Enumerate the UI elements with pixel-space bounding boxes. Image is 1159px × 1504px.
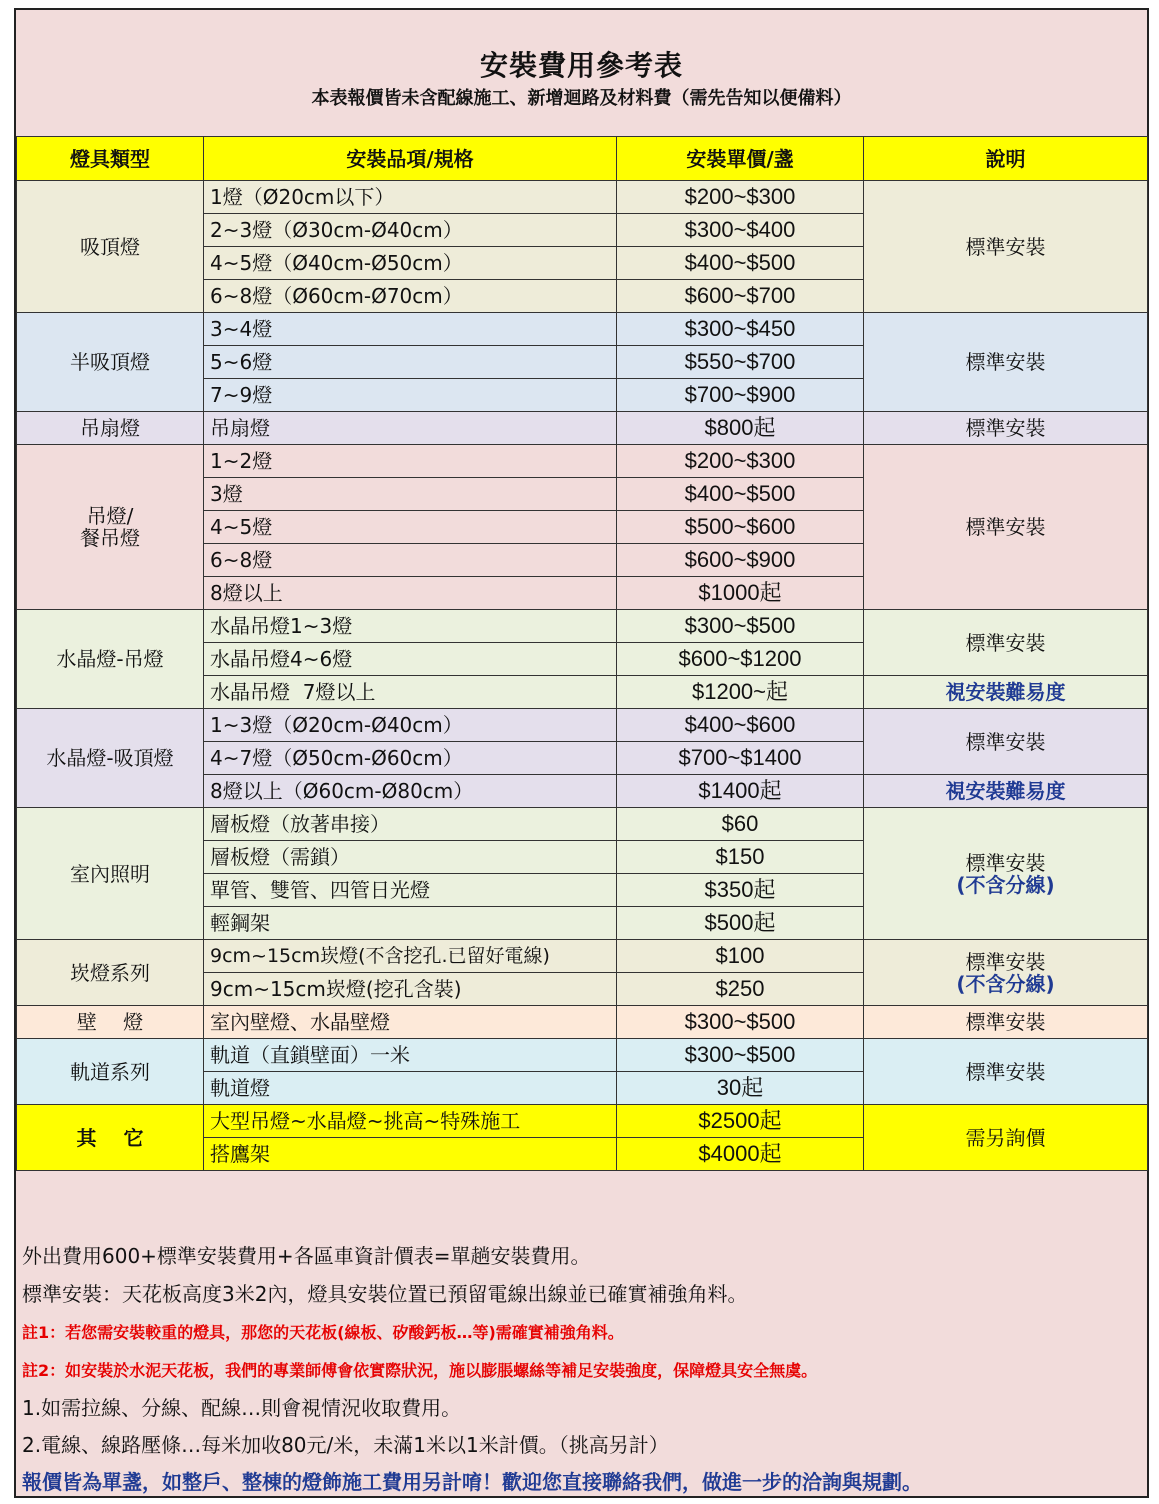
price-cell: $300~$450 bbox=[617, 313, 864, 346]
price-cell: $500起 bbox=[617, 907, 864, 940]
item-cell: 搭鷹架 bbox=[204, 1138, 617, 1171]
category-cell: 壁 燈 bbox=[17, 1006, 204, 1039]
price-cell: $700~$900 bbox=[617, 379, 864, 412]
price-cell: $300~$500 bbox=[617, 1039, 864, 1072]
note-main: 標準安裝 bbox=[965, 949, 1046, 974]
price-cell: $550~$700 bbox=[617, 346, 864, 379]
item-cell: 7~9燈 bbox=[204, 379, 617, 412]
item-cell: 層板燈（需鎖） bbox=[204, 841, 617, 874]
note-cell: 標準安裝 bbox=[864, 1006, 1148, 1039]
table-row bbox=[17, 412, 1148, 445]
table-row bbox=[17, 1105, 1148, 1138]
table-row bbox=[17, 181, 1148, 214]
item-cell: 大型吊燈~水晶燈~挑高~特殊施工 bbox=[204, 1105, 617, 1138]
price-sheet bbox=[14, 8, 1149, 1498]
price-cell: $1400起 bbox=[617, 775, 864, 808]
item-cell: 層板燈（放著串接） bbox=[204, 808, 617, 841]
note-cell: 標準安裝 bbox=[864, 181, 1148, 313]
price-cell: $150 bbox=[617, 841, 864, 874]
note-line-highlight: 報價皆為單盞，如整戶、整棟的燈飾施工費用另計唷！歡迎您直接聯絡我們，做進一步的洽詢與規劃。 bbox=[22, 1470, 922, 1494]
price-cell: $600~$900 bbox=[617, 544, 864, 577]
price-cell: $300~$400 bbox=[617, 214, 864, 247]
price-cell: $300~$500 bbox=[617, 1006, 864, 1039]
price-table bbox=[16, 136, 1148, 1171]
price-cell: $2500起 bbox=[617, 1105, 864, 1138]
note-sub: (不含分線) bbox=[956, 872, 1055, 897]
category-cell: 吊扇燈 bbox=[17, 412, 204, 445]
price-cell: $500~$600 bbox=[617, 511, 864, 544]
category-cell: 半吸頂燈 bbox=[17, 313, 204, 412]
price-cell: $4000起 bbox=[617, 1138, 864, 1171]
table-row bbox=[17, 808, 1148, 841]
item-cell: 6~8燈 bbox=[204, 544, 617, 577]
price-cell: $600~$1200 bbox=[617, 643, 864, 676]
category-cell: 水晶燈-吸頂燈 bbox=[17, 709, 204, 808]
item-cell: 6~8燈（Ø60cm-Ø70cm） bbox=[204, 280, 617, 313]
table-row bbox=[17, 610, 1148, 643]
item-cell: 4~5燈（Ø40cm-Ø50cm） bbox=[204, 247, 617, 280]
table-row bbox=[17, 313, 1148, 346]
page-subtitle: 本表報價皆未含配線施工、新增迴路及材料費（需先告知以便備料） bbox=[311, 88, 852, 109]
price-cell: $200~$300 bbox=[617, 445, 864, 478]
price-cell: $600~$700 bbox=[617, 280, 864, 313]
note-line: 2.電線、線路壓條…每米加收80元/米，未滿1米以1米計價。（挑高另計） bbox=[22, 1433, 669, 1457]
note-line-warning: 註1：若您需安裝較重的燈具，那您的天花板(線板、矽酸鈣板…等)需確實補強角料。 bbox=[22, 1323, 624, 1342]
note-cell bbox=[864, 808, 1148, 940]
price-cell: $400~$600 bbox=[617, 709, 864, 742]
note-line: 外出費用600+標準安裝費用+各區車資計價表=單趟安裝費用。 bbox=[22, 1244, 591, 1268]
item-cell: 1~2燈 bbox=[204, 445, 617, 478]
price-cell: $60 bbox=[617, 808, 864, 841]
item-cell: 1~3燈（Ø20cm-Ø40cm） bbox=[204, 709, 617, 742]
table-row bbox=[17, 1006, 1148, 1039]
item-cell: 輕鋼架 bbox=[204, 907, 617, 940]
note-cell: 標準安裝 bbox=[864, 1039, 1148, 1105]
price-cell: 30起 bbox=[617, 1072, 864, 1105]
category-cell bbox=[17, 445, 204, 610]
table-row bbox=[17, 709, 1148, 742]
item-cell: 1燈（Ø20cm以下） bbox=[204, 181, 617, 214]
category-cell: 水晶燈-吊燈 bbox=[17, 610, 204, 709]
note-cell: 需另詢價 bbox=[864, 1105, 1148, 1171]
item-cell: 2~3燈（Ø30cm-Ø40cm） bbox=[204, 214, 617, 247]
item-cell: 8燈以上（Ø60cm-Ø80cm） bbox=[204, 775, 617, 808]
item-cell: 4~7燈（Ø50cm-Ø60cm） bbox=[204, 742, 617, 775]
note-main: 標準安裝 bbox=[965, 850, 1046, 875]
price-cell: $400~$500 bbox=[617, 478, 864, 511]
note-cell: 標準安裝 bbox=[864, 709, 1148, 775]
item-cell: 9cm~15cm崁燈(挖孔含裝) bbox=[204, 973, 617, 1006]
category-cell: 室內照明 bbox=[17, 808, 204, 940]
note-cell: 標準安裝 bbox=[864, 610, 1148, 676]
price-cell: $100 bbox=[617, 940, 864, 973]
price-cell: $250 bbox=[617, 973, 864, 1006]
note-cell: 視安裝難易度 bbox=[864, 775, 1148, 808]
note-cell bbox=[864, 940, 1148, 1006]
category-cell: 其 它 bbox=[17, 1105, 204, 1171]
price-cell: $1200~起 bbox=[617, 676, 864, 709]
table-header-row bbox=[17, 137, 1148, 181]
note-cell: 標準安裝 bbox=[864, 445, 1148, 610]
column-header: 燈具類型 bbox=[17, 137, 204, 181]
column-header: 安裝單價/盞 bbox=[617, 137, 864, 181]
category-cell: 吸頂燈 bbox=[17, 181, 204, 313]
category-line: 餐吊燈 bbox=[80, 526, 140, 550]
note-cell: 標準安裝 bbox=[864, 313, 1148, 412]
sheet-header bbox=[16, 10, 1147, 138]
price-cell: $700~$1400 bbox=[617, 742, 864, 775]
item-cell: 3~4燈 bbox=[204, 313, 617, 346]
table-row bbox=[17, 445, 1148, 478]
note-line-warning: 註2：如安裝於水泥天花板，我們的專業師傅會依實際狀況，施以膨脹螺絲等補足安裝強度，保障燈具安全無虞。 bbox=[22, 1361, 818, 1380]
note-cell: 視安裝難易度 bbox=[864, 676, 1148, 709]
price-cell: $200~$300 bbox=[617, 181, 864, 214]
item-cell: 水晶吊燈1~3燈 bbox=[204, 610, 617, 643]
item-cell: 5~6燈 bbox=[204, 346, 617, 379]
column-header: 安裝品項/規格 bbox=[204, 137, 617, 181]
category-cell: 軌道系列 bbox=[17, 1039, 204, 1105]
price-cell: $1000起 bbox=[617, 577, 864, 610]
item-cell: 水晶吊燈4~6燈 bbox=[204, 643, 617, 676]
page-title: 安裝費用參考表 bbox=[479, 49, 683, 82]
table-row bbox=[17, 1039, 1148, 1072]
category-line: 吊燈/ bbox=[86, 504, 134, 528]
item-cell: 3燈 bbox=[204, 478, 617, 511]
item-cell: 水晶吊燈 7燈以上 bbox=[204, 676, 617, 709]
table-row bbox=[17, 940, 1148, 973]
item-cell: 4~5燈 bbox=[204, 511, 617, 544]
note-line: 標準安裝：天花板高度3米2內，燈具安裝位置已預留電線出線並已確實補強角料。 bbox=[22, 1282, 748, 1306]
note-line: 1.如需拉線、分線、配線…則會視情況收取費用。 bbox=[22, 1396, 462, 1420]
price-cell: $400~$500 bbox=[617, 247, 864, 280]
note-sub: (不含分線) bbox=[956, 971, 1055, 996]
item-cell: 軌道（直鎖壁面）一米 bbox=[204, 1039, 617, 1072]
item-cell: 吊扇燈 bbox=[204, 412, 617, 445]
price-cell: $350起 bbox=[617, 874, 864, 907]
note-cell: 標準安裝 bbox=[864, 412, 1148, 445]
category-cell: 崁燈系列 bbox=[17, 940, 204, 1006]
price-cell: $300~$500 bbox=[617, 610, 864, 643]
column-header: 說明 bbox=[864, 137, 1148, 181]
item-cell: 單管、雙管、四管日光燈 bbox=[204, 874, 617, 907]
price-cell: $800起 bbox=[617, 412, 864, 445]
item-cell: 軌道燈 bbox=[204, 1072, 617, 1105]
item-cell: 9cm~15cm崁燈(不含挖孔.已留好電線) bbox=[204, 940, 617, 973]
item-cell: 8燈以上 bbox=[204, 577, 617, 610]
item-cell: 室內壁燈、水晶壁燈 bbox=[204, 1006, 617, 1039]
